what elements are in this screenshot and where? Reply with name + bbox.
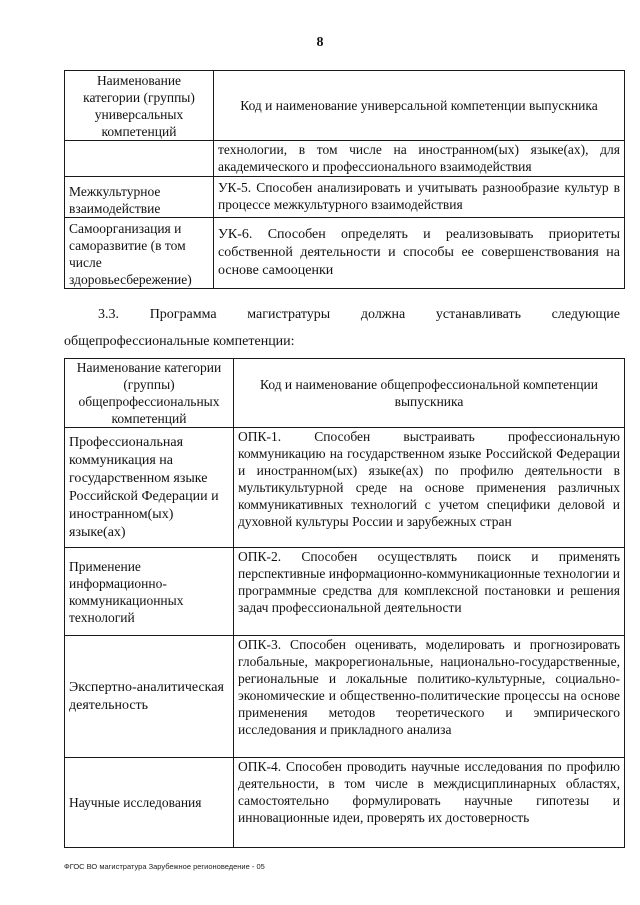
table-row xyxy=(65,428,625,548)
paragraph-word: магистратуры xyxy=(247,307,331,322)
general-professional-competences-table xyxy=(64,358,625,848)
table-row xyxy=(65,636,625,758)
category-cell: Межкультурное взаимодействие xyxy=(65,177,214,218)
category-cell: Самоорганизация и саморазвитие (в том числе здоровьесбережение) xyxy=(65,218,214,289)
paragraph-line-1 xyxy=(64,306,620,324)
header-competence: Код и наименование общепрофессиональной компетенции выпускника xyxy=(234,359,625,428)
table-header-row xyxy=(65,71,625,141)
header-category: Наименование категории (группы) общепрофессиональных компетенций xyxy=(65,359,234,428)
table-header-row xyxy=(65,359,625,428)
category-cell: Научные исследования xyxy=(65,758,234,848)
paragraph-line-2: общепрофессиональные компетенции: xyxy=(64,334,295,349)
footer-note: ФГОС ВО магистратура Зарубежное регионоведение - 05 xyxy=(64,862,265,871)
category-cell: Профессиональная коммуникация на государственном языке Российской Федерации и иностранном(ых) языке(ах) xyxy=(65,428,234,548)
table-row xyxy=(65,548,625,636)
competence-cell: УК-6. Способен определять и реализовывать приоритеты собственной деятельности и способы ее совершенствования на основе самооценки xyxy=(214,218,625,289)
universal-competences-table xyxy=(64,70,625,289)
category-cell: Экспертно-аналитическая деятельность xyxy=(65,636,234,758)
section-paragraph xyxy=(64,306,620,351)
category-cell: Применение информационно-коммуникационных технологий xyxy=(65,548,234,636)
competence-cell: технологии, в том числе на иностранном(ых) языке(ах), для академического и профессионального взаимодействия xyxy=(214,141,625,177)
competence-cell: ОПК-1. Способен выстраивать профессиональную коммуникацию на государственном языке Российской Федерации и иностранном(ых) языке(ах) по профилю деятельности в мультикультурной среде на основе применения различных коммуникативных технологий с учетом специфики деловой и духовной культуры России и зарубежных стран xyxy=(234,428,625,548)
competence-cell: ОПК-2. Способен осуществлять поиск и применять перспективные информационно-коммуникационные технологии и программные средства для комплексной постановки и решения задач профессиональной деятельности xyxy=(234,548,625,636)
paragraph-word: Программа xyxy=(149,307,217,322)
paragraph-word: следующие xyxy=(551,307,620,322)
section-number: 3.3. xyxy=(98,307,119,322)
table-row xyxy=(65,177,625,218)
table-row xyxy=(65,218,625,289)
competence-cell: ОПК-4. Способен проводить научные исследования по профилю деятельности, в том числе в междисциплинарных областях, самостоятельно формулировать научные гипотезы и инновационные идеи, проверять их достоверность xyxy=(234,758,625,848)
paragraph-word: должна xyxy=(360,307,406,322)
category-cell xyxy=(65,141,214,177)
header-competence: Код и наименование универсальной компетенции выпускника xyxy=(214,71,625,141)
competence-cell: ОПК-3. Способен оценивать, моделировать и прогнозировать глобальные, макрорегиональные, национально-государственные, региональные и локальные политико-культурные, социально-экономические и общественно-политические процессы на основе применения методов теоретического и эмпирического исследования и прикладного анализа xyxy=(234,636,625,758)
table-row xyxy=(65,758,625,848)
competence-cell: УК-5. Способен анализировать и учитывать разнообразие культур в процессе межкультурного взаимодействия xyxy=(214,177,625,218)
table-row xyxy=(65,141,625,177)
page-number: 8 xyxy=(316,35,324,50)
paragraph-word: устанавливать xyxy=(435,307,521,322)
header-category: Наименование категории (группы) универсальных компетенций xyxy=(65,71,214,141)
